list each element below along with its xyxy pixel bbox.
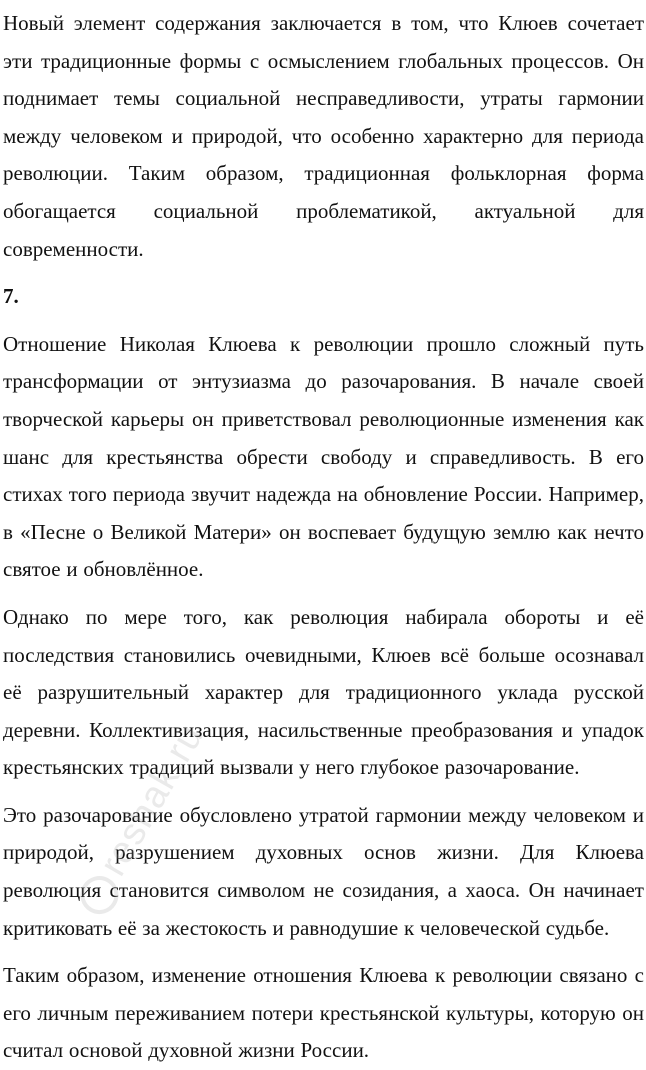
paragraph-intro: Новый элемент содержания заключается в том, что Клюев сочетает эти традиционные формы с осмыслением глобальных процессов. Он поднимает темы социальной несправедливости, утраты гармонии между человеком и природой, что особенно характерно для периода революции. Таким образом, традиционная фольклорная форма обогащается социальной проблематикой, актуальной для современности.: [3, 11, 644, 261]
paragraph: Однако по мере того, как революция набирала обороты и её последствия становились очевидными, Клюев всё больше осознавал её разрушительный характер для традиционного уклада русской деревни. Коллективизация, насильственные преобразования и упадок крестьянских традиций вызвали у него глубокое разочарование.: [3, 604, 644, 780]
paragraph: Это разочарование обусловлено утратой гармонии между человеком и природой, разрушением духовных основ жизни. Для Клюева революция становится символом не созидания, а хаоса. Он начинает критиковать её за жестокость и равнодушие к человеческой судьбе.: [3, 802, 644, 940]
section-number: 7.: [3, 284, 19, 309]
paragraph: Отношение Николая Клюева к революции прошло сложный путь трансформации от энтузиазма до разочарования. В начале своей творческой карьеры он приветствовал революционные изменения как шанс для крестьянства обрести свободу и справедливость. В его стихах того периода звучит надежда на обновление России. Например, в «Песне о Великой Матери» он воспевает будущую землю как нечто святое и обновлённое.: [3, 331, 644, 582]
watermark-text: reshak.ru: [92, 716, 213, 883]
paragraph: Таким образом, изменение отношения Клюева к революции связано с его личным переживанием потери крестьянской культуры, которую он считал основой духовной жизни России.: [3, 963, 644, 1063]
